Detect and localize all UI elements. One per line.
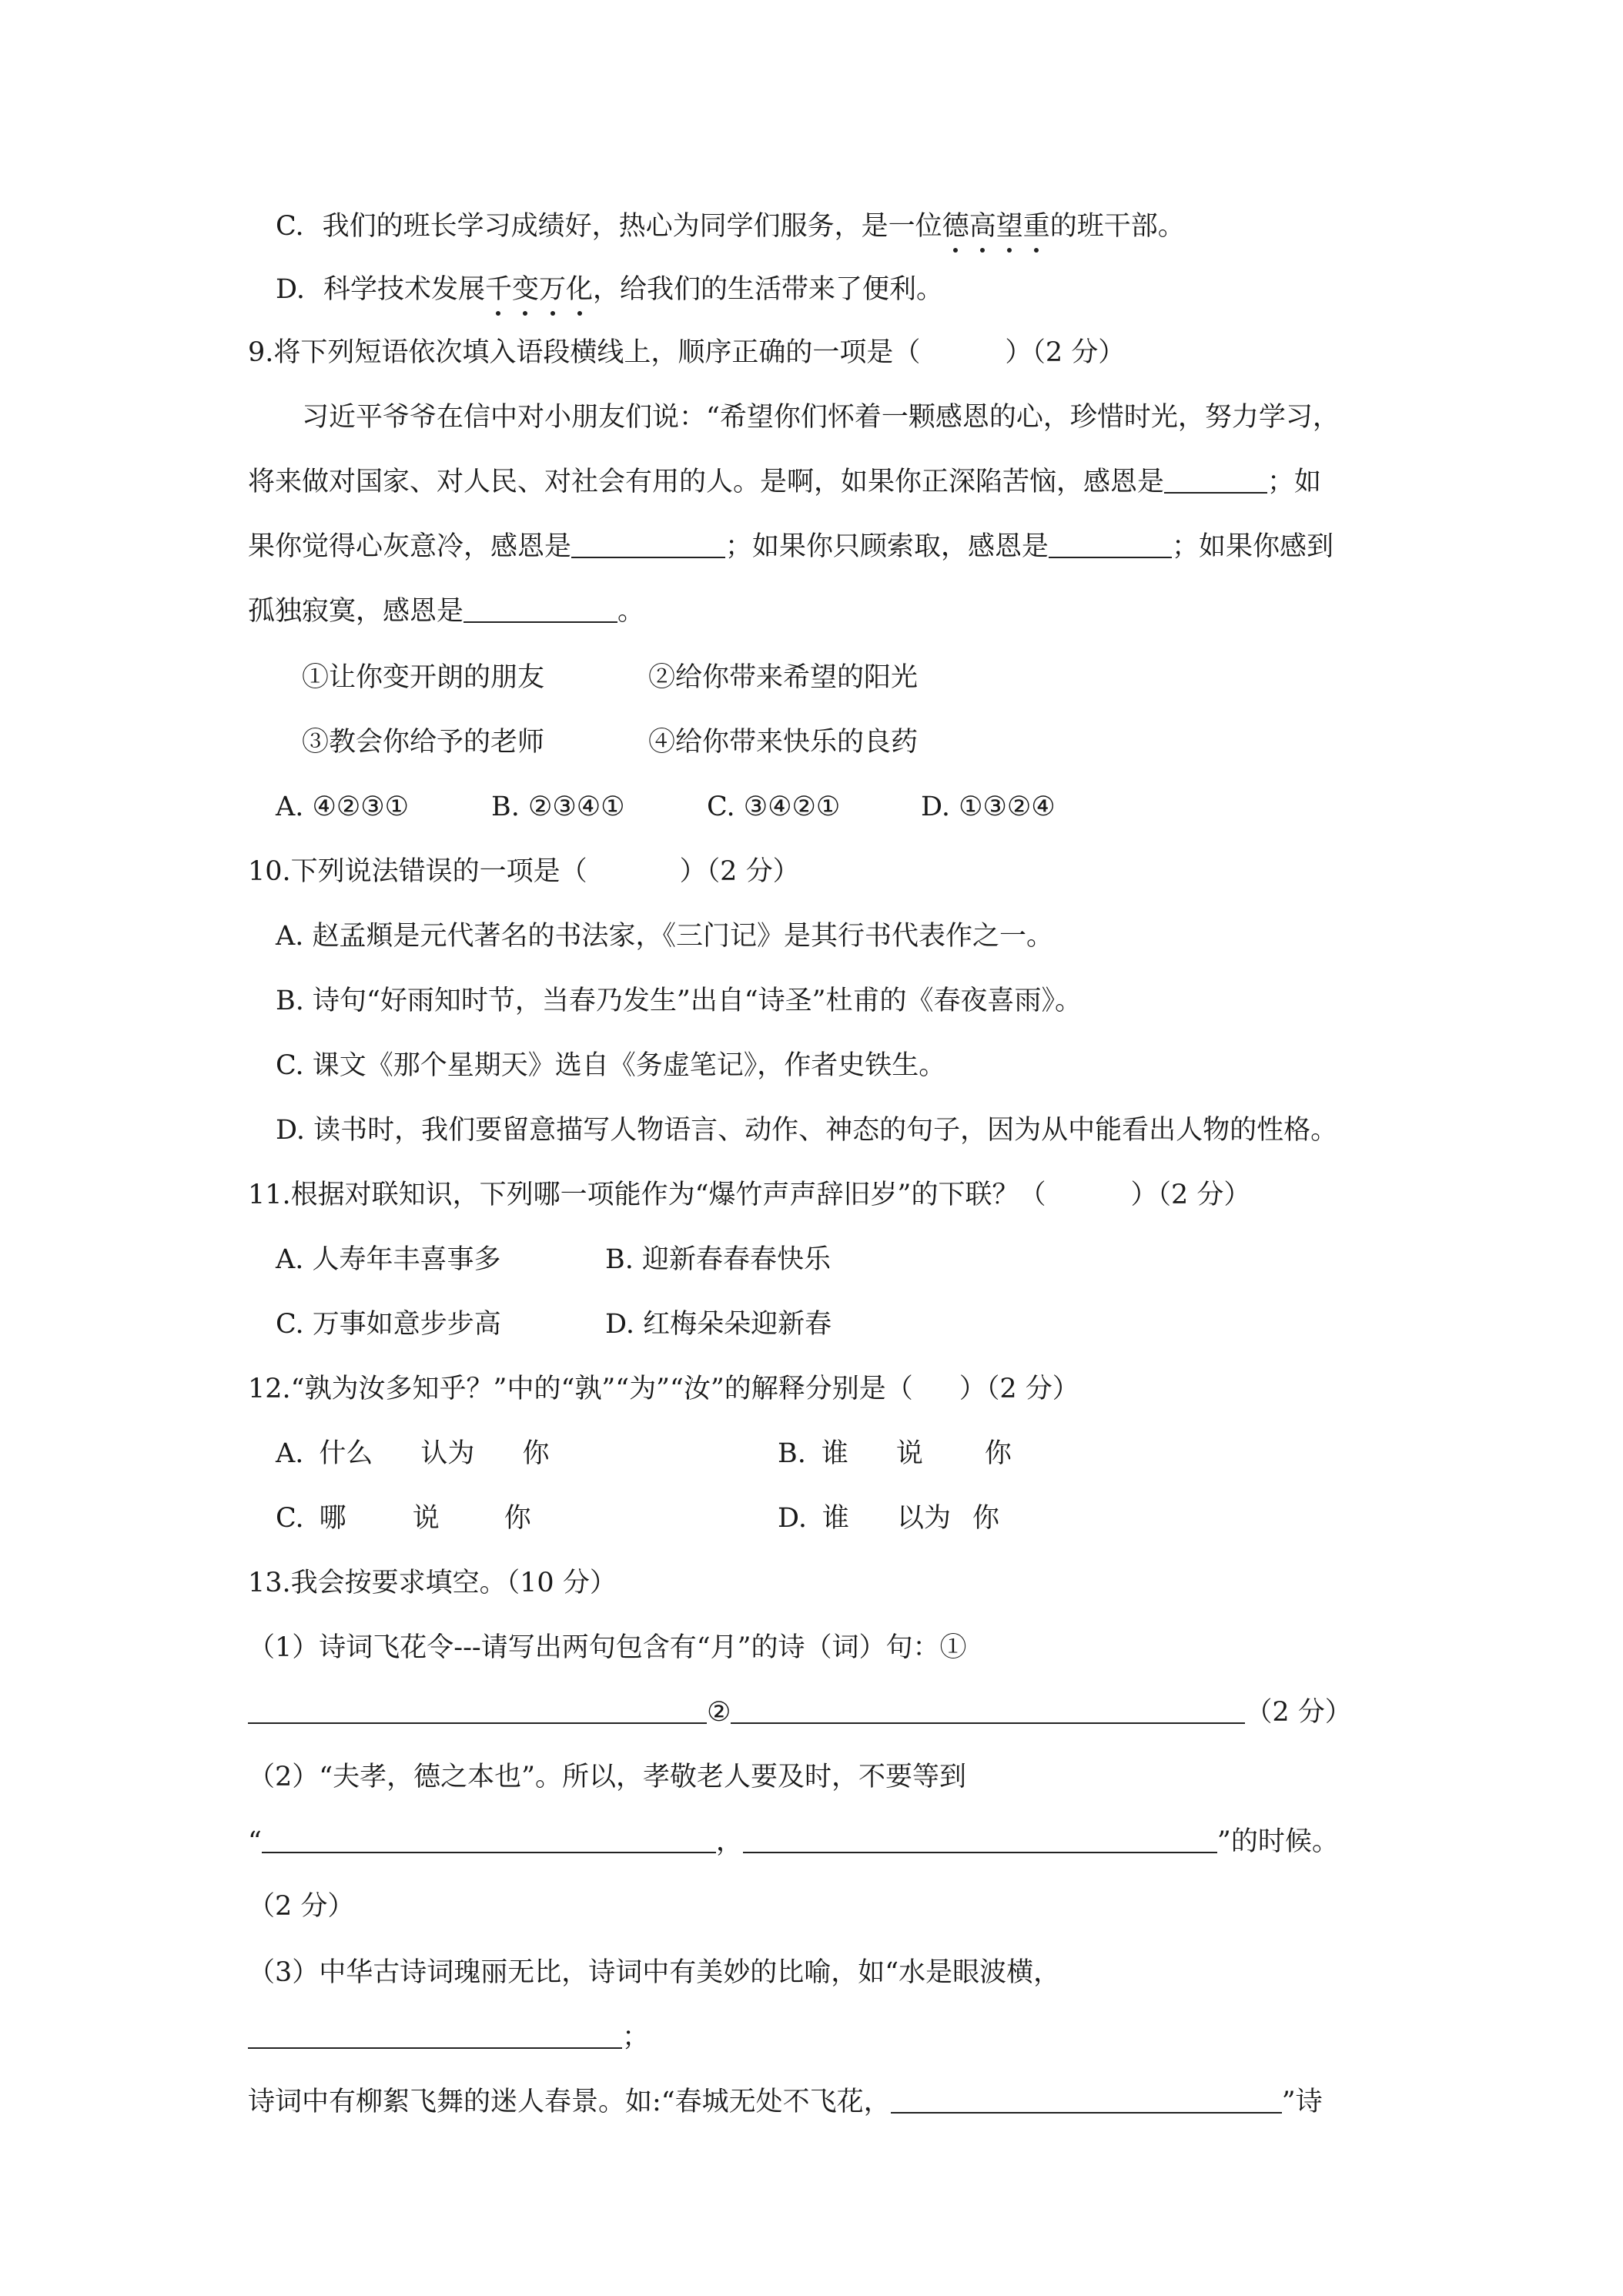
q11-option-c[interactable]: C. 万事如意步步高: [276, 1309, 501, 1340]
q13-part-3-last: 诗词中有柳絮飞舞的迷人春景。如:“春城无处不飞花， ”诗: [248, 2087, 1323, 2117]
q11-stem: 11.根据对联知识，下列哪一项能作为“爆竹声声辞旧岁”的下联？（ ）（2 分）: [248, 1180, 1251, 1210]
answer-blank[interactable]: [1164, 469, 1267, 494]
q9-choice-3: ③教会你给予的老师: [302, 727, 545, 758]
q9-choice-1: ①让你变开朗的朋友: [302, 662, 545, 693]
dotted-idiom: [485, 274, 593, 305]
q13-stem: 13.我会按要求填空。（10 分）: [248, 1568, 617, 1598]
q10-stem: 10.下列说法错误的一项是（ ）（2 分）: [248, 856, 800, 887]
q13-part-1: （1）诗词飞花令---请写出两句包含有“月”的诗（词）句：①: [248, 1632, 967, 1663]
answer-blank[interactable]: [248, 2024, 622, 2049]
q12-option-d[interactable]: D. 谁 以为 你: [778, 1503, 999, 1534]
q9-passage-line-4: 孤独寂寞，感恩是 。: [248, 596, 645, 627]
emphasis-char: 变: [511, 274, 539, 305]
q13-part-2: （2）“夫孝，德之本也”。所以，孝敬老人要及时，不要等到: [248, 1762, 967, 1792]
q9-option-c[interactable]: C. ③④②①: [707, 792, 841, 822]
q9-passage-line-1: 习近平爷爷在信中对小朋友们说：“希望你们怀着一颗感恩的心，珍惜时光，努力学习，: [302, 402, 1340, 433]
q10-option-d[interactable]: D. 读书时，我们要留意描写人物语言、动作、神态的句子，因为从中能看出人物的性格。: [276, 1115, 1338, 1146]
q9-choice-2: ②给你带来希望的阳光: [648, 662, 919, 693]
q9-passage-line-3: 果你觉得心灰意冷，感恩是 ；如果你只顾索取，感恩是 ；如果你感到: [248, 531, 1334, 562]
q8-option-d: D. 科学技术发展千变万化，给我们的生活带来了便利。: [276, 274, 944, 305]
answer-blank[interactable]: [571, 534, 725, 558]
answer-blank[interactable]: [731, 1699, 1245, 1724]
q13-part-2-score: （2 分）: [248, 1891, 355, 1922]
q11-option-a[interactable]: A. 人寿年丰喜事多: [276, 1244, 501, 1275]
emphasis-char: 万: [539, 274, 567, 305]
answer-blank[interactable]: [1049, 534, 1172, 558]
q13-part-1-answers: ② （2 分）: [248, 1695, 1352, 1729]
answer-blank[interactable]: [891, 2089, 1282, 2114]
q13-part-2-answers: “ ， ”的时候。: [248, 1826, 1339, 1857]
q12-option-b[interactable]: B. 谁 说 你: [778, 1438, 1012, 1469]
emphasis-char: 化: [566, 274, 594, 305]
q8-option-c: C. 我们的班长学习成绩好，热心为同学们服务，是一位德高望重的班干部。: [276, 211, 1185, 242]
q9-option-d[interactable]: D. ①③②④: [921, 792, 1056, 822]
emphasis-char: 重: [1022, 211, 1050, 242]
answer-blank[interactable]: [248, 1699, 707, 1724]
answer-blank[interactable]: [262, 1829, 716, 1853]
emphasis-char: 望: [996, 211, 1023, 242]
q12-option-c[interactable]: C. 哪 说 你: [276, 1503, 531, 1534]
answer-blank[interactable]: [463, 598, 617, 623]
dotted-idiom: [942, 211, 1050, 242]
q9-stem: 9.将下列短语依次填入语段横线上，顺序正确的一项是（ ）（2 分）: [248, 337, 1126, 368]
q10-option-c[interactable]: C. 课文《那个星期天》选自《务虚笔记》，作者史铁生。: [276, 1050, 946, 1081]
q9-option-b[interactable]: B. ②③④①: [491, 792, 625, 822]
emphasis-char: 千: [484, 274, 512, 305]
q10-option-a[interactable]: A. 赵孟頫是元代著名的书法家，《三门记》是其行书代表作之一。: [276, 921, 1054, 952]
emphasis-char: 高: [969, 211, 996, 242]
q9-passage-line-2: 将来做对国家、对人民、对社会有用的人。是啊，如果你正深陷苦恼，感恩是 ；如: [248, 467, 1322, 497]
q9-choice-4: ④给你带来快乐的良药: [648, 727, 919, 758]
answer-blank[interactable]: [743, 1829, 1217, 1853]
q13-part-3: （3）中华古诗词瑰丽无比，诗词中有美妙的比喻，如“水是眼波横，: [248, 1957, 1061, 1988]
q13-part-3-answer: ；: [248, 2020, 649, 2054]
q10-option-b[interactable]: B. 诗句“好雨知时节，当春乃发生”出自“诗圣”杜甫的《春夜喜雨》。: [276, 986, 1083, 1016]
q9-option-a[interactable]: A. ④②③①: [276, 792, 410, 822]
q12-option-a[interactable]: A. 什么 认为 你: [276, 1438, 550, 1469]
emphasis-char: 德: [942, 211, 969, 242]
q11-option-b[interactable]: B. 迎新春春春快乐: [605, 1244, 831, 1275]
q11-option-d[interactable]: D. 红梅朵朵迎新春: [605, 1309, 832, 1340]
q12-stem: 12.“孰为汝多知乎？”中的“孰”“为”“汝”的解释分别是（ ）（2 分）: [248, 1374, 1079, 1404]
